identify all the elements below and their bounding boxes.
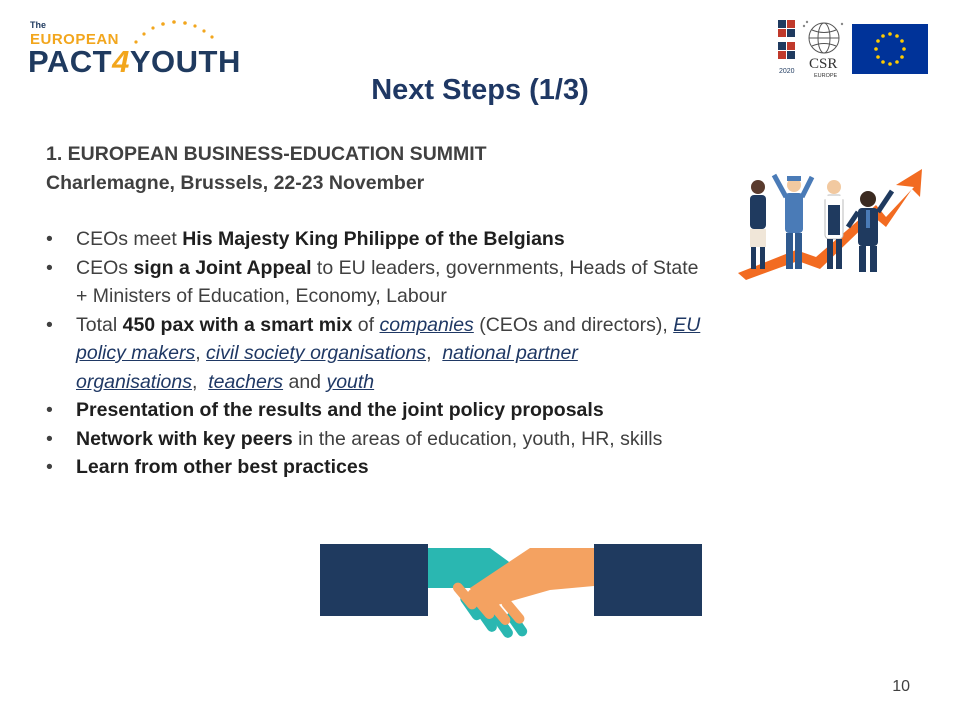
bullet-marker: •	[46, 456, 53, 478]
bullet-text: in the areas of education, youth, HR, skills	[292, 427, 663, 450]
list-item	[46, 254, 706, 311]
list-item	[46, 311, 706, 397]
logo-pact-word: PACT	[28, 44, 113, 79]
list-item	[46, 425, 706, 454]
bullet-text: to EU leaders, governments, Heads of State + Ministers of Education, Economy, Labour	[76, 256, 699, 307]
link-companies[interactable]: companies	[379, 313, 474, 336]
page-number: 10	[892, 678, 910, 695]
logo-european-text: EUROPEAN	[30, 31, 120, 48]
bullet-bold-text: 450 pax with a smart mix	[122, 313, 353, 336]
globe-icon	[809, 23, 839, 53]
csr-text: CSR	[809, 56, 838, 72]
eu-flag-icon	[852, 24, 928, 74]
bullet-text: ,	[192, 370, 209, 393]
bullet-text: Total	[76, 313, 123, 336]
bullet-list	[46, 225, 706, 482]
bullet-marker: •	[46, 256, 53, 279]
bullet-text: and	[283, 370, 327, 393]
summit-heading: 1. EUROPEAN BUSINESS-EDUCATION SUMMIT	[46, 143, 487, 165]
bullet-marker: •	[46, 228, 53, 250]
bullet-bold-text: Learn from other best practices	[76, 456, 369, 478]
bullet-bold-text: Presentation of the results and the joint policy proposals	[76, 399, 604, 421]
csr-year: 2020	[779, 68, 795, 75]
bullet-bold-text: sign a Joint Appeal	[133, 256, 312, 279]
slide-content	[46, 140, 706, 482]
link-youth[interactable]: youth	[326, 370, 375, 393]
link-national-partner-organisations[interactable]: national partner organisations	[76, 342, 578, 393]
list-item	[46, 225, 706, 254]
link-teachers[interactable]: teachers	[208, 370, 284, 393]
bullet-bold-text: Network with key peers	[76, 427, 293, 450]
bullet-text: ,	[426, 342, 443, 364]
celebrating-people-illustration	[736, 165, 926, 280]
csr-europe-logo	[776, 18, 848, 80]
logo-four: 4	[112, 44, 130, 79]
bullet-text: ,	[195, 342, 207, 364]
list-item	[46, 453, 706, 482]
csr-star-dots	[803, 21, 843, 27]
bullet-text: of	[352, 313, 380, 336]
bullet-marker: •	[46, 399, 53, 421]
logo-youth-word: YOUTH	[129, 44, 241, 79]
slide-title: Next Steps (1/3)	[371, 74, 589, 106]
csr-europe-text: EUROPE	[814, 73, 838, 79]
enterprise-2020-mark	[778, 20, 795, 59]
link-civil-society-organisations[interactable]: civil society organisations	[206, 342, 427, 364]
european-pact-for-youth-logo	[28, 18, 243, 78]
bullet-marker: •	[46, 427, 53, 450]
logo-the-text: The	[30, 20, 47, 30]
handshake-illustration	[320, 540, 702, 650]
summit-location-date: Charlemagne, Brussels, 22-23 November	[46, 171, 425, 194]
bullet-bold-text: His Majesty King Philippe of the Belgians	[182, 228, 565, 250]
list-item	[46, 396, 706, 425]
bullet-marker: •	[46, 313, 53, 336]
bullet-text: (CEOs and directors),	[473, 313, 674, 336]
bullet-text: CEOs	[76, 256, 134, 279]
bullet-text: CEOs meet	[76, 228, 183, 250]
link-eu-policy-makers[interactable]: EU policy makers	[76, 313, 701, 364]
